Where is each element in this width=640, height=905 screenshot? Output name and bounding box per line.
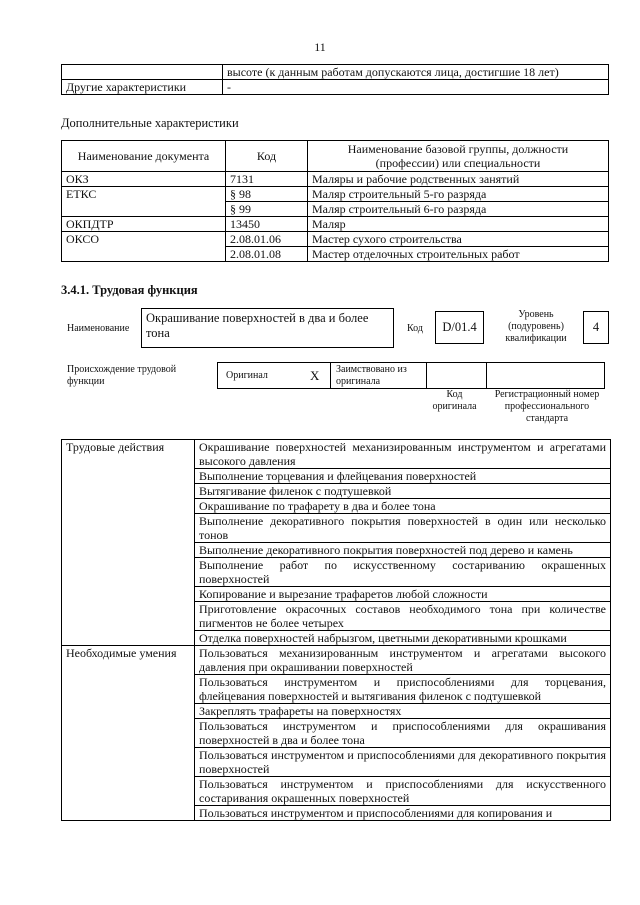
page-number: 11 xyxy=(314,40,326,54)
labor-action-group-label xyxy=(62,499,195,514)
name-cell: Маляр строительный 6-го разряда xyxy=(308,202,609,217)
labor-action: Выполнение торцевания и флейцевания поверхностей xyxy=(195,469,611,484)
labor-action: Выполнение декоративного покрытия поверхностей в один или несколько тонов xyxy=(195,514,611,543)
table-row xyxy=(62,469,611,484)
origin-divider xyxy=(330,363,331,388)
doc-cell xyxy=(62,202,226,217)
required-skill-group-label xyxy=(62,748,195,777)
function-name-value: Окрашивание поверхностей в два и более тона xyxy=(141,308,394,348)
labor-action-group-label xyxy=(62,514,195,543)
table-row xyxy=(62,80,609,95)
table-row xyxy=(62,232,609,247)
qualification-level-label: Уровень (подуровень) квалификации xyxy=(505,309,567,344)
borrowed-label: Заимствовано из оригинала xyxy=(336,364,407,387)
code-cell: 2.08.01.06 xyxy=(226,232,308,247)
table-row xyxy=(62,543,611,558)
required-skill-group-label xyxy=(62,719,195,748)
table-row xyxy=(62,217,609,232)
origin-box xyxy=(217,362,605,389)
table-header-row xyxy=(62,141,609,172)
code-original-label: Код оригинала xyxy=(432,389,477,412)
qualification-level-value: 4 xyxy=(583,311,609,344)
table-cell: - xyxy=(223,80,609,95)
labor-action: Выполнение декоративного покрытия поверхностей под дерево и камень xyxy=(195,543,611,558)
header-doc: Наименование документа xyxy=(62,141,226,172)
table-row xyxy=(62,631,611,646)
table-cell xyxy=(62,65,223,80)
additional-characteristics-title: Дополнительные характеристики xyxy=(61,116,239,130)
table-row xyxy=(62,748,611,777)
reg-number-label: Регистрационный номер профессионального стандарта xyxy=(494,389,600,424)
table-row xyxy=(62,719,611,748)
table-row xyxy=(62,777,611,806)
function-name-label: Наименование xyxy=(67,323,130,334)
original-label: Оригинал xyxy=(226,370,268,381)
labor-action: Копирование и вырезание трафаретов любой сложности xyxy=(195,587,611,602)
function-code-label: Код xyxy=(407,323,423,334)
code-cell: 2.08.01.08 xyxy=(226,247,308,262)
function-origin-label: Происхождение трудовой функции xyxy=(67,364,177,387)
table-row xyxy=(62,587,611,602)
function-code-value: D/01.4 xyxy=(435,311,484,344)
labor-action: Выполнение работ по искусственному состариванию окрашенных поверхностей xyxy=(195,558,611,587)
doc-cell: ОКСО xyxy=(62,232,226,247)
origin-divider xyxy=(486,363,487,388)
labor-action-group-label xyxy=(62,631,195,646)
required-skill: Пользоваться инструментом и приспособлениями для окрашивания поверхностей в два и более тона xyxy=(195,719,611,748)
required-skill: Закреплять трафареты на поверхностях xyxy=(195,704,611,719)
required-skill: Пользоваться инструментом и приспособлениями для декоративного покрытия поверхностей xyxy=(195,748,611,777)
table-row xyxy=(62,704,611,719)
name-cell: Маляры и рабочие родственных занятий xyxy=(308,172,609,187)
required-skill-group-label xyxy=(62,806,195,821)
labor-action-group-label xyxy=(62,543,195,558)
required-skill: Пользоваться инструментом и приспособлениями для искусственного состаривания окрашенных поверхностей xyxy=(195,777,611,806)
table-row xyxy=(62,646,611,675)
required-skill: Пользоваться инструментом и приспособлениями для копирования и xyxy=(195,806,611,821)
required-skill: Пользоваться механизированным инструментом и агрегатами высокого давления при окрашивании поверхностей xyxy=(195,646,611,675)
table-row xyxy=(62,247,609,262)
origin-divider xyxy=(426,363,427,388)
labor-action: Приготовление окрасочных составов необходимого тона при количестве пигментов не более четырех xyxy=(195,602,611,631)
name-cell: Маляр xyxy=(308,217,609,232)
original-mark: X xyxy=(310,368,320,383)
labor-action-group-label xyxy=(62,602,195,631)
table-row xyxy=(62,806,611,821)
required-skill-group-label: Необходимые умения xyxy=(62,646,195,675)
table-row xyxy=(62,172,609,187)
name-cell: Мастер сухого строительства xyxy=(308,232,609,247)
required-skill: Пользоваться инструментом и приспособлениями для торцевания, флейцевания поверхностей и вытягивания филенок с подтушевкой xyxy=(195,675,611,704)
labor-action: Вытягивание филенок с подтушевкой xyxy=(195,484,611,499)
code-cell: § 98 xyxy=(226,187,308,202)
characteristics-table xyxy=(61,64,609,95)
table-row xyxy=(62,514,611,543)
table-row xyxy=(62,65,609,80)
code-cell: 13450 xyxy=(226,217,308,232)
doc-cell: ЕТКС xyxy=(62,187,226,202)
required-skill-group-label xyxy=(62,675,195,704)
table-row xyxy=(62,602,611,631)
table-row xyxy=(62,202,609,217)
labor-action-group-label xyxy=(62,484,195,499)
labor-action: Отделка поверхностей набрызгом, цветными декоративными крошками xyxy=(195,631,611,646)
header-code: Код xyxy=(226,141,308,172)
required-skill-group-label xyxy=(62,777,195,806)
doc-cell xyxy=(62,247,226,262)
table-cell: Другие характеристики xyxy=(62,80,223,95)
table-row xyxy=(62,187,609,202)
labor-action-group-label: Трудовые действия xyxy=(62,440,195,469)
doc-cell: ОКПДТР xyxy=(62,217,226,232)
labor-function-title: 3.4.1. Трудовая функция xyxy=(61,283,198,297)
labor-action-group-label xyxy=(62,587,195,602)
table-row xyxy=(62,484,611,499)
name-cell: Маляр строительный 5-го разряда xyxy=(308,187,609,202)
labor-action: Окрашивание поверхностей механизированным инструментом и агрегатами высокого давления xyxy=(195,440,611,469)
code-cell: § 99 xyxy=(226,202,308,217)
labor-action-group-label xyxy=(62,558,195,587)
header-name: Наименование базовой группы, должности (профессии) или специальности xyxy=(308,141,609,172)
labor-action: Окрашивание по трафарету в два и более тона xyxy=(195,499,611,514)
table-row xyxy=(62,675,611,704)
table-cell: высоте (к данным работам допускаются лица, достигшие 18 лет) xyxy=(223,65,609,80)
doc-cell: ОКЗ xyxy=(62,172,226,187)
code-cell: 7131 xyxy=(226,172,308,187)
name-cell: Мастер отделочных строительных работ xyxy=(308,247,609,262)
table-row xyxy=(62,499,611,514)
table-row xyxy=(62,558,611,587)
table-row xyxy=(62,440,611,469)
additional-characteristics-table xyxy=(61,140,609,262)
labor-action-group-label xyxy=(62,469,195,484)
required-skill-group-label xyxy=(62,704,195,719)
labor-actions-table xyxy=(61,439,611,821)
